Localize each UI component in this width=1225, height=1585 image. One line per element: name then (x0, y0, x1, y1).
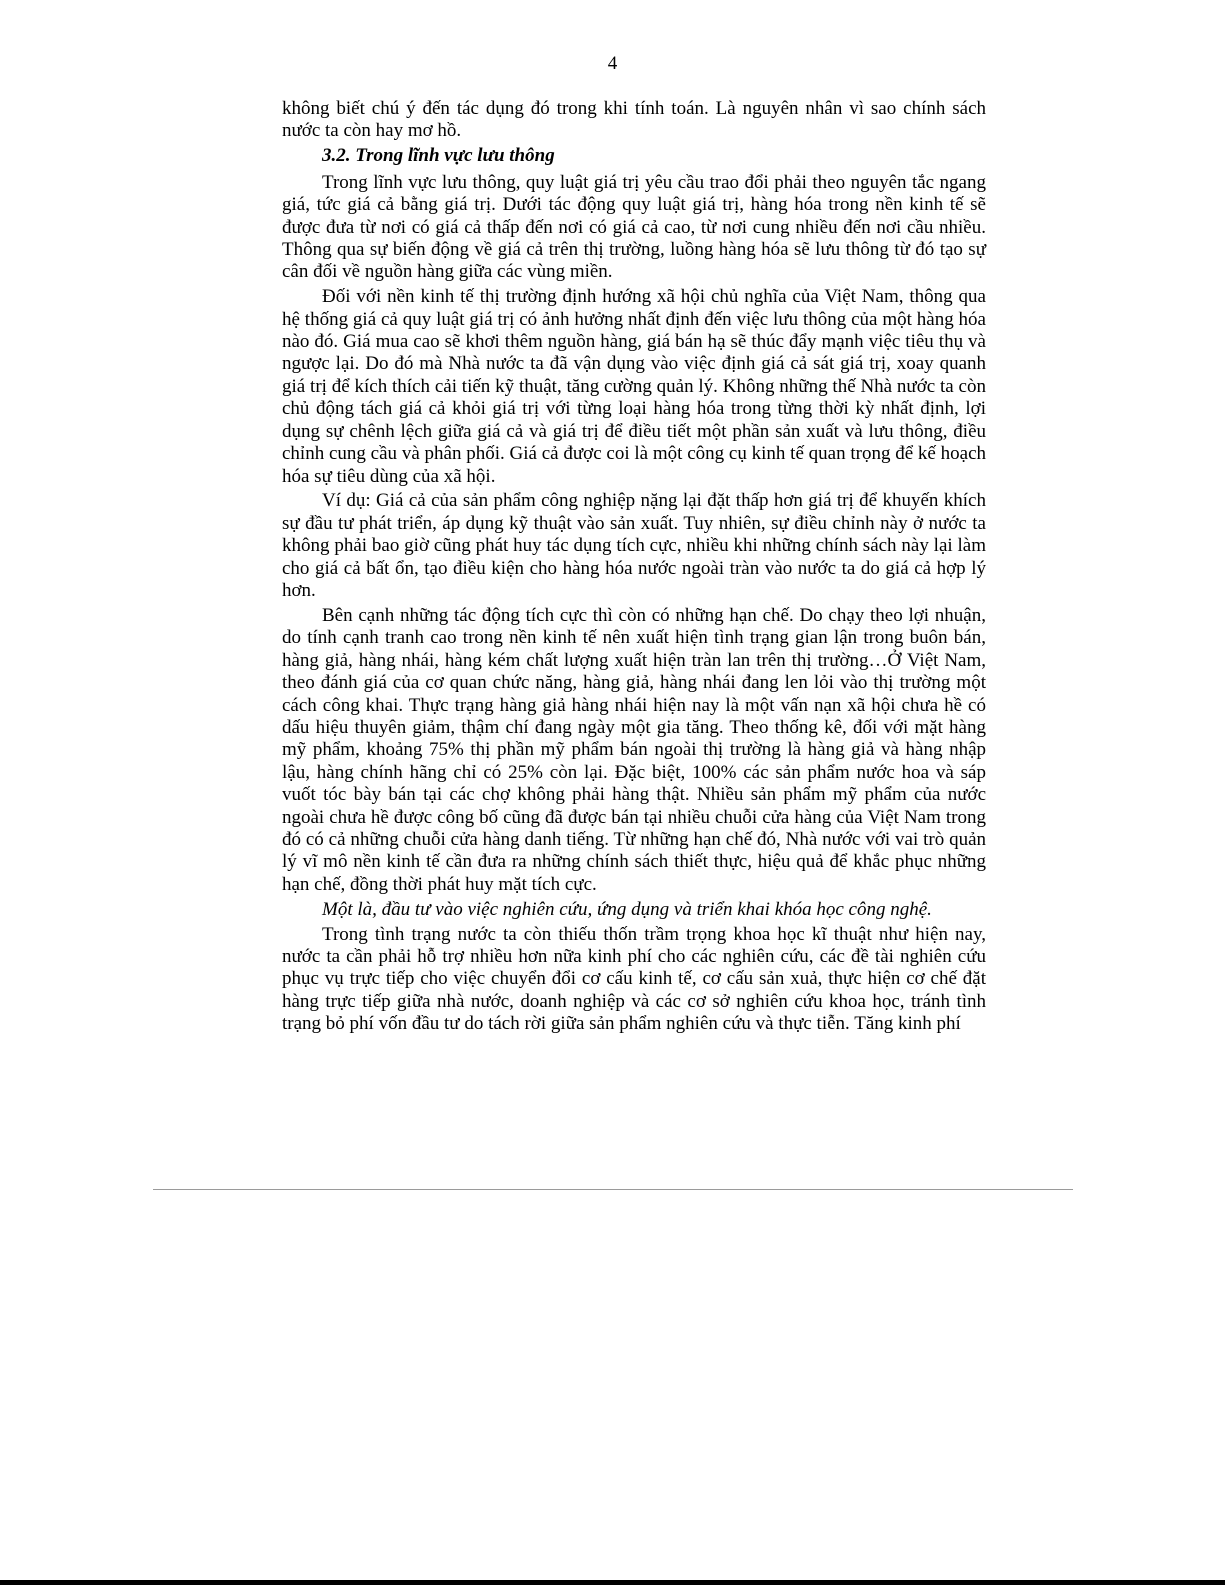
paragraph: Trong tình trạng nước ta còn thiếu thốn trầm trọng khoa học kĩ thuật như hiện nay, nước ta cần phải hỗ trợ nhiều hơn nữa kinh phí cho các nghiên cứu, các đề tài nghiên cứu phục vụ trực tiếp cho việc chuyển đổi cơ cấu kinh tế, cơ cấu sản xuả, thực hiện cơ chế đặt hàng trực tiếp giữa nhà nước, doanh nghiệp và các cơ sở nghiên cứu khoa học, tránh tình trạng bỏ phí vốn đầu tư do tách rời giữa sản phẩm nghiên cứu và thực tiễn. Tăng kinh phí (282, 923, 986, 1035)
bottom-edge-bar (0, 1580, 1225, 1585)
italic-subheading: Một là, đầu tư vào việc nghiên cứu, ứng dụng và triển khai khóa học công nghệ. (322, 898, 932, 920)
paragraph: Ví dụ: Giá cả của sản phẩm công nghiệp nặng lại đặt thấp hơn giá trị để khuyến khích sự đầu tư phát triển, áp dụng kỹ thuật vào sản xuất. Tuy nhiên, sự điều chỉnh này ở nước ta không phải bao giờ cũng phát huy tác dụng tích cực, nhiều khi những chính sách này lại làm cho giá cả bất ổn, tạo điều kiện cho hàng hóa nước ngoài tràn vào nước ta do giá cả hợp lý hơn. (282, 490, 986, 602)
document-body (282, 98, 986, 1038)
page-number: 4 (607, 53, 618, 74)
paragraph-continuation: không biết chú ý đến tác dụng đó trong khi tính toán. Là nguyên nhân vì sao chính sách nước ta còn hay mơ hồ. (282, 98, 986, 142)
paragraph: Bên cạnh những tác động tích cực thì còn có những hạn chế. Do chạy theo lợi nhuận, do tính cạnh tranh cao trong nền kinh tế nên xuất hiện tình trạng gian lận trong buôn bán, hàng giả, hàng nhái, hàng kém chất lượng xuất hiện tràn lan trên thị trường…Ở Việt Nam, theo đánh giá của cơ quan chức năng, hàng giả, hàng nhái đang len lỏi vào thị trường một cách công khai. Thực trạng hàng giả hàng nhái hiện nay là một vấn nạn xã hội chưa hề có dấu hiệu thuyên giảm, thậm chí đang ngày một gia tăng. Theo thống kê, đối với mặt hàng mỹ phẩm, khoảng 75% thị phần mỹ phẩm bán ngoài thị trường là hàng giả và hàng nhập lậu, hàng chính hãng chỉ có 25% còn lại. Đặc biệt, 100% các sản phẩm nước hoa và sáp vuốt tóc bày bán tại các chợ không phải hàng thật. Nhiều sản phẩm mỹ phẩm của nước ngoài chưa hề được công bố cũng đã được bán tại nhiều chuỗi cửa hàng của Việt Nam trong đó có cả những chuỗi cửa hàng danh tiếng. Từ những hạn chế đó, Nhà nước với vai trò quản lý vĩ mô nền kinh tế cần đưa ra những chính sách thiết thực, hiệu quả để khắc phục những hạn chế, đồng thời phát huy mặt tích cực. (282, 604, 986, 895)
paragraph: Đối với nền kinh tế thị trường định hướng xã hội chủ nghĩa của Việt Nam, thông qua hệ thống giá cả quy luật giá trị có ảnh hưởng nhất định đến việc lưu thông của một hàng hóa nào đó. Giá mua cao sẽ khơi thêm nguồn hàng, giá bán hạ sẽ thúc đẩy mạnh việc tiêu thụ và ngược lại. Do đó mà Nhà nước ta đã vận dụng vào việc định giá cả sát giá trị, xoay quanh giá trị để kích thích cải tiến kỹ thuật, tăng cường quản lý. Không những thế Nhà nước ta còn chủ động tách giá cả khỏi giá trị với từng loại hàng hóa trong từng thời kỳ nhất định, lợi dụng sự chênh lệch giữa giá cả và giá trị để điều tiết một phần sản xuất và lưu thông, điều chỉnh cung cầu và phân phối. Giá cả được coi là một công cụ kinh tế quan trọng để kế hoạch hóa sự tiêu dùng của xã hội. (282, 286, 986, 487)
footer-divider (153, 1189, 1073, 1190)
section-heading: 3.2. Trong lĩnh vực lưu thông (322, 145, 555, 167)
paragraph: Trong lĩnh vực lưu thông, quy luật giá trị yêu cầu trao đổi phải theo nguyên tắc ngang giá, tức giá cả bằng giá trị. Dưới tác động quy luật giá trị, hàng hóa trong nền kinh tế sẽ được đưa từ nơi có giá cả thấp đến nơi có giá cả cao, từ nơi cung nhiều đến nơi cầu nhiều. Thông qua sự biến động về giá cả trên thị trường, luồng hàng hóa sẽ lưu thông từ đó tạo sự cân đối về nguồn hàng giữa các vùng miền. (282, 171, 986, 283)
